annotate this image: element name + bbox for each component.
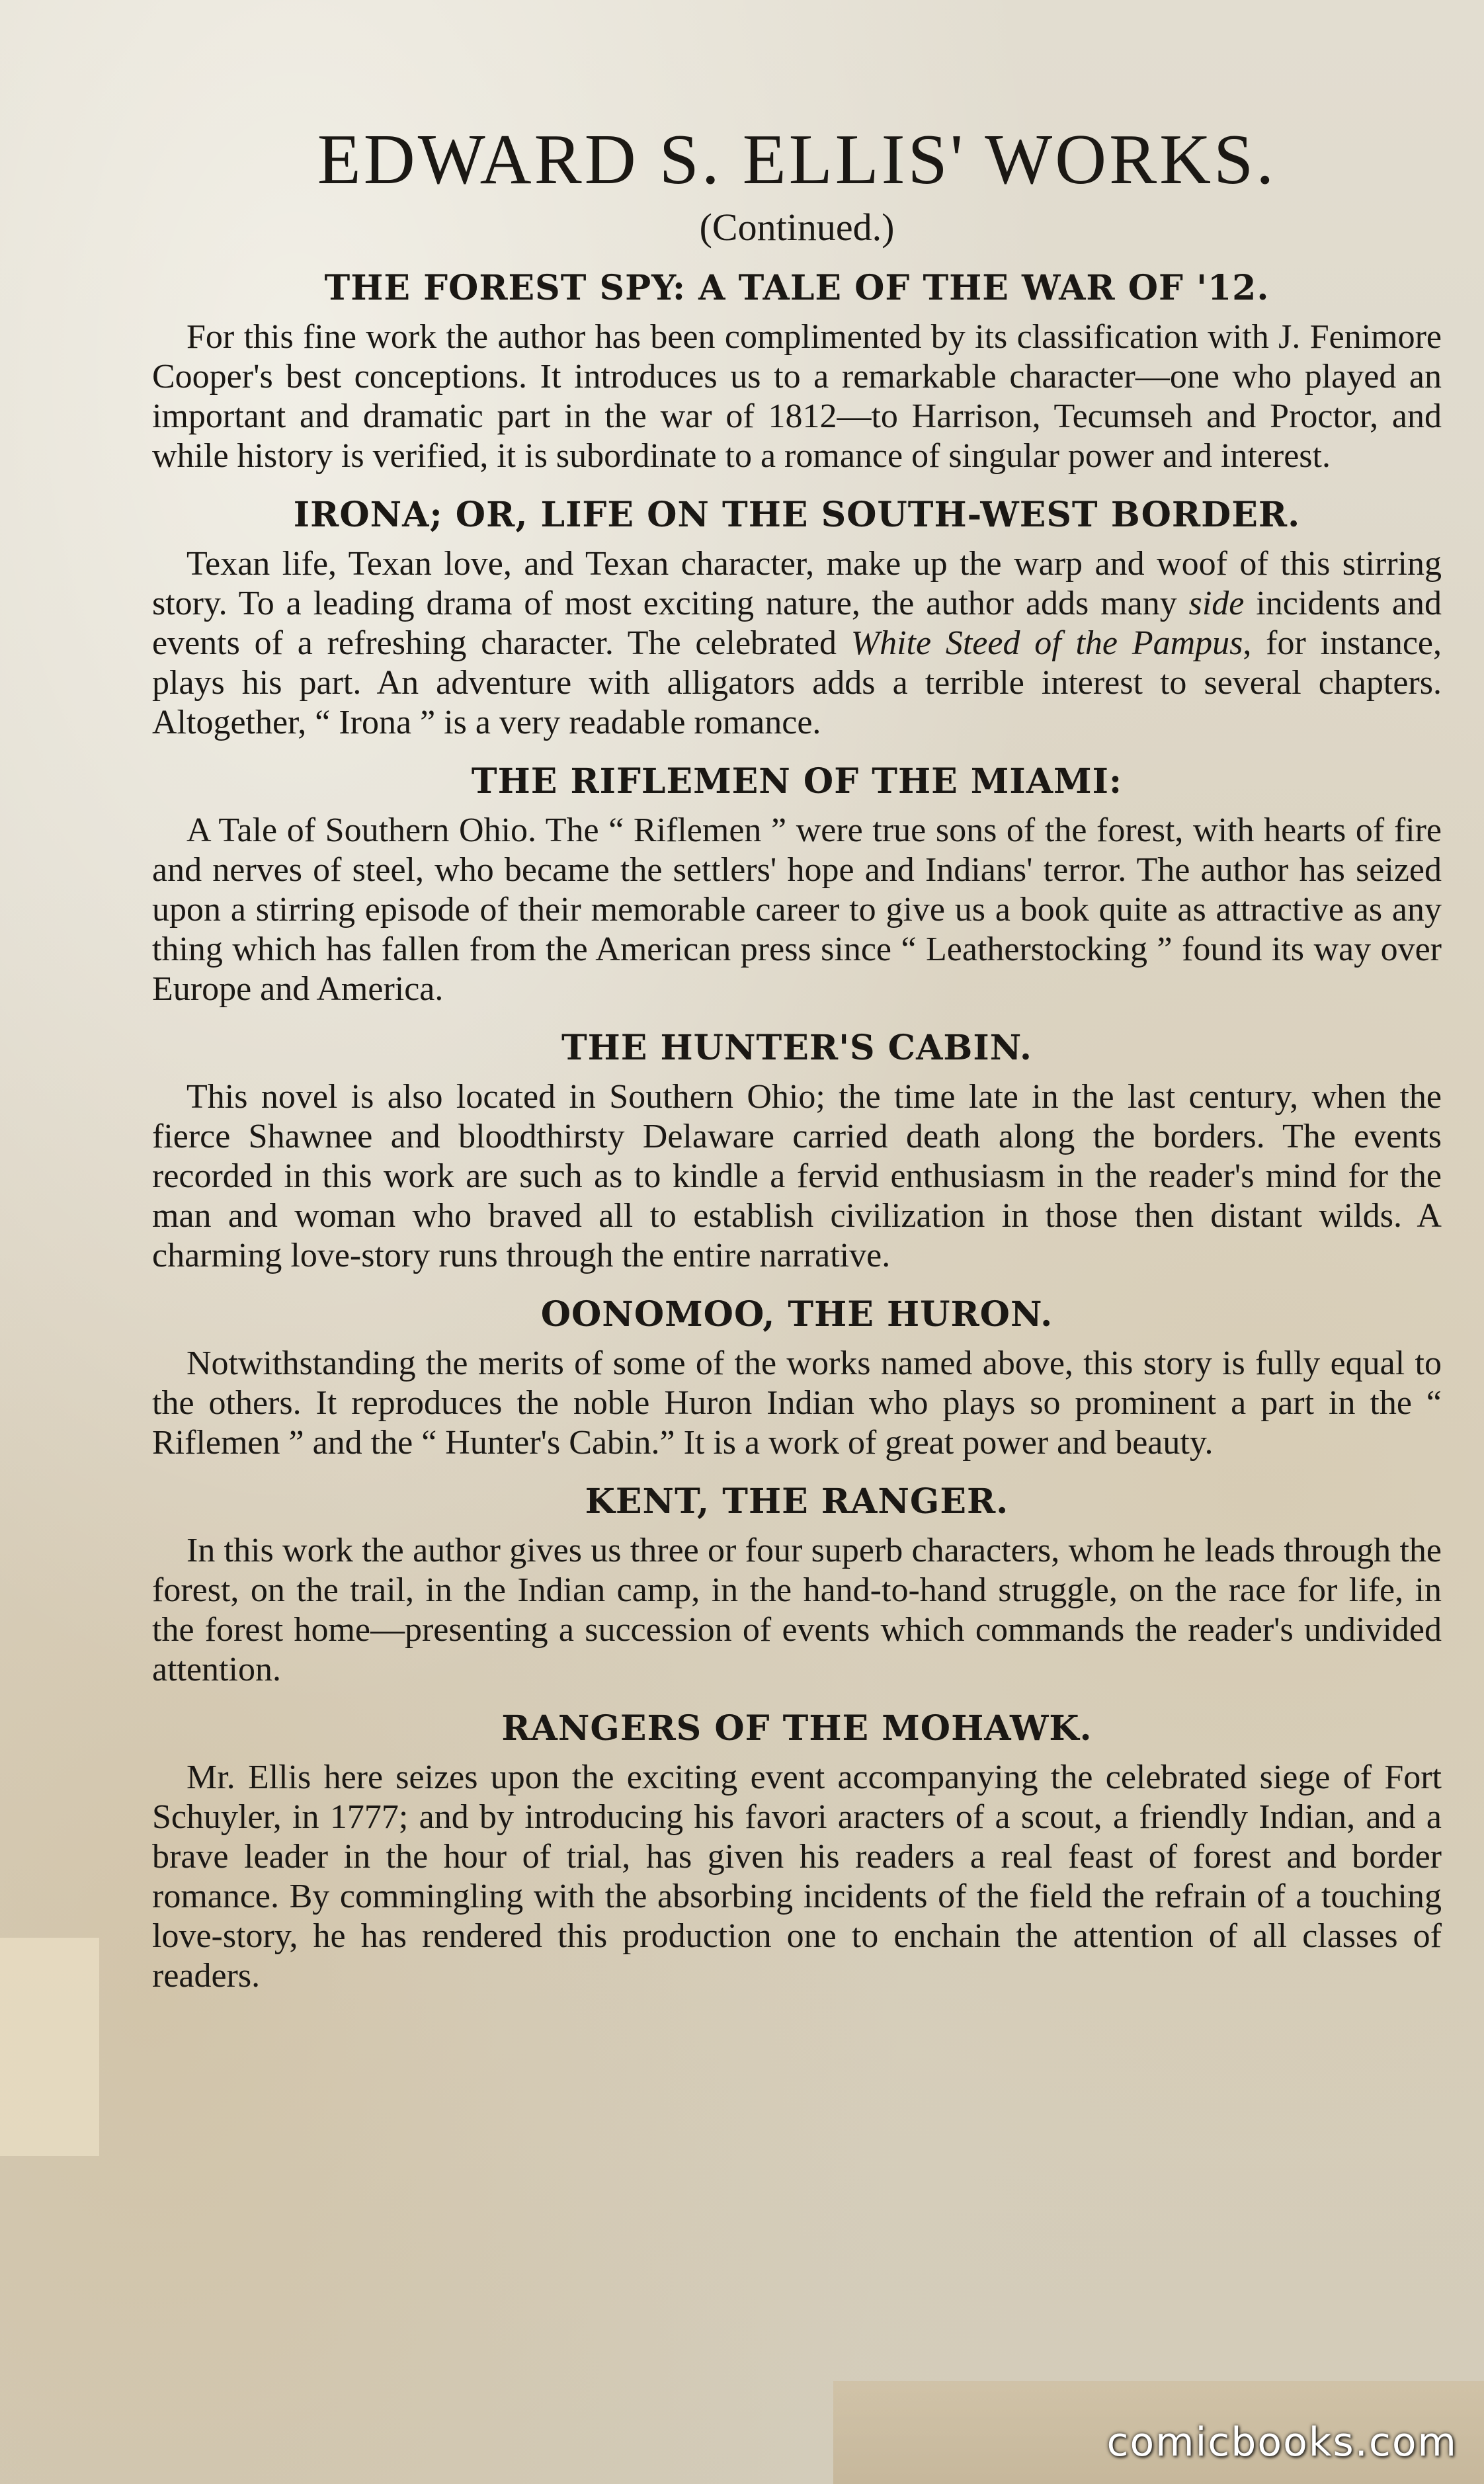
paper-stain <box>0 1938 99 2156</box>
document-body <box>152 99 1442 1996</box>
description-text: , for instance, plays his part. An adventure with alligators adds a terrible interest to several chapters. Altogether, “ Irona ” is a very readable romance. <box>152 624 1442 741</box>
book-entry-kent <box>152 1481 1442 1690</box>
book-description: Notwithstanding the merits of some of the works named above, this story is fully equal to the others. It reproduces the noble Huron Indian who plays so prominent a part in the “ Riflemen ” and the “ Hunter's Cabin.” It is a work of great power and beauty. <box>152 1345 1442 1462</box>
book-description: Mr. Ellis here seizes upon the exciting event accompanying the celebrated siege of Fort Schuyler, in 1777; and by introducing his favori aracters of a scout, a friendly Indian, and a brave leader in the hour of trial, has given his readers a real feast of forest and border romance. By commingling with the absorbing incidents of the field the refrain of a touching love-story, he has rendered this production one to enchain the attention of all classes of readers. <box>152 1759 1442 1995</box>
book-heading: OONOMOO, THE HURON. <box>540 1294 1053 1335</box>
book-heading: THE HUNTER'S CABIN. <box>561 1028 1032 1068</box>
description-text: Texan life, Texan love, and Texan character, make up the warp and woof of this stirring story. To a leading drama of most exciting nature, the author adds many <box>152 545 1442 622</box>
book-entry-hunters-cabin <box>152 1028 1442 1276</box>
book-heading: IRONA; OR, LIFE ON THE SOUTH-WEST BORDER. <box>293 495 1301 535</box>
book-heading: RANGERS OF THE MOHAWK. <box>501 1708 1092 1749</box>
book-entry-oonomoo <box>152 1294 1442 1463</box>
italic-title: White Steed of the Pampus <box>850 624 1243 662</box>
book-description: A Tale of Southern Ohio. The “ Riflemen ” were true sons of the forest, with hearts of fire and nerves of steel, who became the settlers' hope and Indians' terror. The author has seized upon a stirring episode of their memorable career to give us a book quite as attractive as any thing which has fallen from the American press since “ Leatherstocking ” found its way over Europe and America. <box>152 811 1442 1008</box>
book-entry-rangers <box>152 1708 1442 1996</box>
page-subtitle: (Continued.) <box>699 206 895 249</box>
book-entry-riflemen <box>152 761 1442 1009</box>
site-watermark: comicbooks.com <box>1106 2419 1458 2465</box>
book-description: This novel is also located in Southern Ohio; the time late in the last century, when the fierce Shawnee and bloodthirsty Delaware carried death along the borders. The events recorded in this work are such as to kindle a fervid enthusiasm in the reader's mind for the man and woman who braved all to establish civilization in those then distant wilds. A charming love-story runs through the entire narrative. <box>152 1078 1442 1274</box>
description-text: incidents and events of a refreshing character. The celebrated <box>152 585 1442 662</box>
book-entry-forest-spy <box>152 268 1442 476</box>
book-entry-irona <box>152 495 1442 743</box>
book-description <box>152 544 1442 743</box>
book-heading: THE FOREST SPY: A TALE OF THE WAR OF '12. <box>324 268 1270 308</box>
book-heading: THE RIFLEMEN OF THE MIAMI: <box>471 761 1123 802</box>
book-description: For this fine work the author has been complimented by its classification with J. Fenimore Cooper's best conceptions. It introduces us to a remarkable character—one who played an important and dramatic part in the war of 1812—to Harrison, Tecumseh and Proctor, and while history is verified, it is subordinate to a romance of singular power and interest. <box>152 318 1442 475</box>
book-description: In this work the author gives us three or four superb characters, whom he leads through the forest, on the trail, in the Indian camp, in the hand-to-hand struggle, on the race for life, in the forest home—presenting a succession of events which commands the reader's undivided attention. <box>152 1532 1442 1688</box>
book-heading: KENT, THE RANGER. <box>585 1481 1009 1522</box>
page-title: EDWARD S. ELLIS' WORKS. <box>317 120 1277 199</box>
italic-term: side <box>1188 585 1245 622</box>
